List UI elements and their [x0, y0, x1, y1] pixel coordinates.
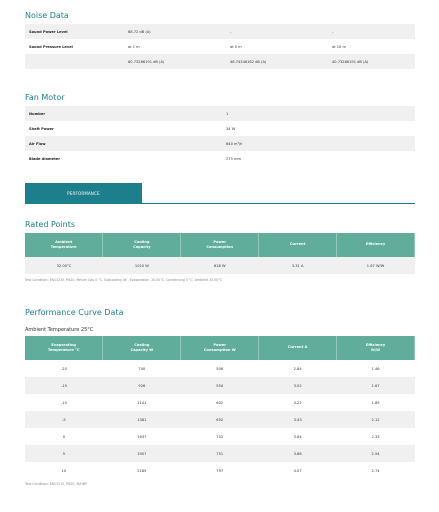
cell: at 10 m — [332, 44, 346, 49]
cell: 2.33 — [371, 434, 380, 439]
cell: - — [226, 24, 328, 39]
table-header-row — [25, 336, 415, 360]
column-header: Efficiency W/W — [337, 336, 415, 360]
cell: at 1 m — [128, 44, 140, 49]
performance-curve-table — [25, 336, 415, 479]
cell: 618 W — [181, 257, 259, 274]
cell: -10 — [61, 400, 67, 405]
cell: 1637 — [137, 434, 147, 439]
cell: 751 — [181, 445, 259, 462]
cell: -5 — [25, 411, 103, 428]
noise-data-table — [25, 24, 415, 69]
cell: 2.12 — [337, 411, 415, 428]
cell: 60.73286191 dB (A) — [124, 54, 226, 69]
column-header: Cooling Capacity W — [103, 336, 181, 360]
cell: 40.73286191 dB (A) — [328, 54, 415, 69]
table-row — [25, 445, 415, 462]
row-label: Air Flow — [25, 136, 222, 151]
table-row — [25, 121, 415, 136]
cell: 1.46 — [371, 366, 380, 371]
tab-performance[interactable]: PERFORMANCE — [25, 183, 142, 203]
column-header: Current — [259, 233, 337, 257]
table-row — [25, 151, 415, 166]
table-row — [25, 136, 415, 151]
row-label: Number — [25, 106, 222, 121]
table-row — [25, 54, 415, 69]
cell: 1010 W — [103, 257, 181, 274]
table-row — [25, 360, 415, 377]
cell: 10 — [61, 468, 67, 473]
cell: 3.64 — [293, 434, 302, 439]
fan-motor-table — [25, 106, 415, 166]
cell: 602 — [216, 400, 224, 405]
table-row — [25, 24, 415, 39]
cell: 32.00°C — [25, 257, 103, 274]
cell: 68.72 dB (A) — [124, 24, 226, 39]
row-label — [25, 54, 124, 69]
row-label: Blade diameter — [29, 156, 60, 161]
table-row — [25, 106, 415, 121]
fan-motor-title: Fan Motor — [25, 93, 65, 102]
table-header-row — [25, 233, 415, 257]
column-header: Evaporating Temperature °C — [25, 336, 103, 360]
cell: 702 — [216, 434, 224, 439]
cell: 508 — [216, 366, 224, 371]
table-row — [25, 257, 415, 274]
cell: 1141 — [137, 400, 147, 405]
rated-test-condition: Test Condition: EN13215, R620, Return Gas 0 °C, Subcooling 0K , Evaporation -10.00°C, Condensing 0 °C, Ambient 32.00°C — [25, 278, 223, 282]
cell: 1 — [222, 106, 415, 121]
cell: 2.54 — [337, 445, 415, 462]
cell: -15 — [25, 377, 103, 394]
cell: 46.74346182 dB (A) — [226, 54, 328, 69]
table-row — [25, 411, 415, 428]
cell: at 5 m — [230, 44, 242, 49]
cell: 5 — [25, 445, 103, 462]
cell: 740 — [138, 366, 146, 371]
cell: 0 — [62, 434, 66, 439]
cell: 4.07 — [293, 468, 302, 473]
table-row — [25, 377, 415, 394]
row-label: Sound Pressure Level — [29, 44, 73, 49]
cell: 1381 — [103, 411, 181, 428]
table-row — [25, 428, 415, 445]
row-label: Shaft Power — [29, 126, 54, 131]
cell: 3.86 — [259, 445, 337, 462]
cell: -20 — [61, 366, 67, 371]
cell: 2185 — [137, 468, 147, 473]
cell: 1.67 W/W — [337, 257, 415, 274]
cell: 926 — [103, 377, 181, 394]
tab-bar — [25, 183, 415, 204]
cell: 3.43 — [259, 411, 337, 428]
curve-test-condition: Test Condition: EN13215, R620, M/HBP — [25, 482, 87, 486]
column-header: Cooling Capacity — [103, 233, 181, 257]
column-header: Power Consumption — [181, 233, 259, 257]
performance-curve-title: Performance Curve Data — [25, 308, 124, 317]
cell: 1.89 — [371, 400, 380, 405]
cell: 275 mm — [226, 156, 242, 161]
cell: 1.67 — [337, 377, 415, 394]
column-header: Power Consumption W — [181, 336, 259, 360]
table-row — [25, 462, 415, 479]
column-header: Ambient Temperature — [25, 233, 103, 257]
table-row — [25, 394, 415, 411]
column-header: Current A — [259, 336, 337, 360]
cell: - — [328, 24, 415, 39]
ambient-temperature-label: Ambient Temperature 25°C — [25, 327, 94, 333]
cell: 797 — [216, 468, 224, 473]
cell: 652 — [181, 411, 259, 428]
cell: 34 W — [226, 126, 236, 131]
rated-points-table — [25, 233, 415, 274]
noise-data-title: Noise Data — [25, 11, 69, 20]
rated-points-title: Rated Points — [25, 220, 75, 229]
cell: 1907 — [103, 445, 181, 462]
cell: 3.22 — [293, 400, 302, 405]
cell: 2.74 — [371, 468, 380, 473]
row-label: Sound Power Level — [25, 24, 124, 39]
cell: 640 m³/h — [222, 136, 415, 151]
cell: 3.31 A — [259, 257, 337, 274]
column-header: Efficiency — [337, 233, 415, 257]
cell: 2.84 — [293, 366, 302, 371]
cell: 554 — [181, 377, 259, 394]
cell: 3.02 — [259, 377, 337, 394]
table-row — [25, 39, 415, 54]
